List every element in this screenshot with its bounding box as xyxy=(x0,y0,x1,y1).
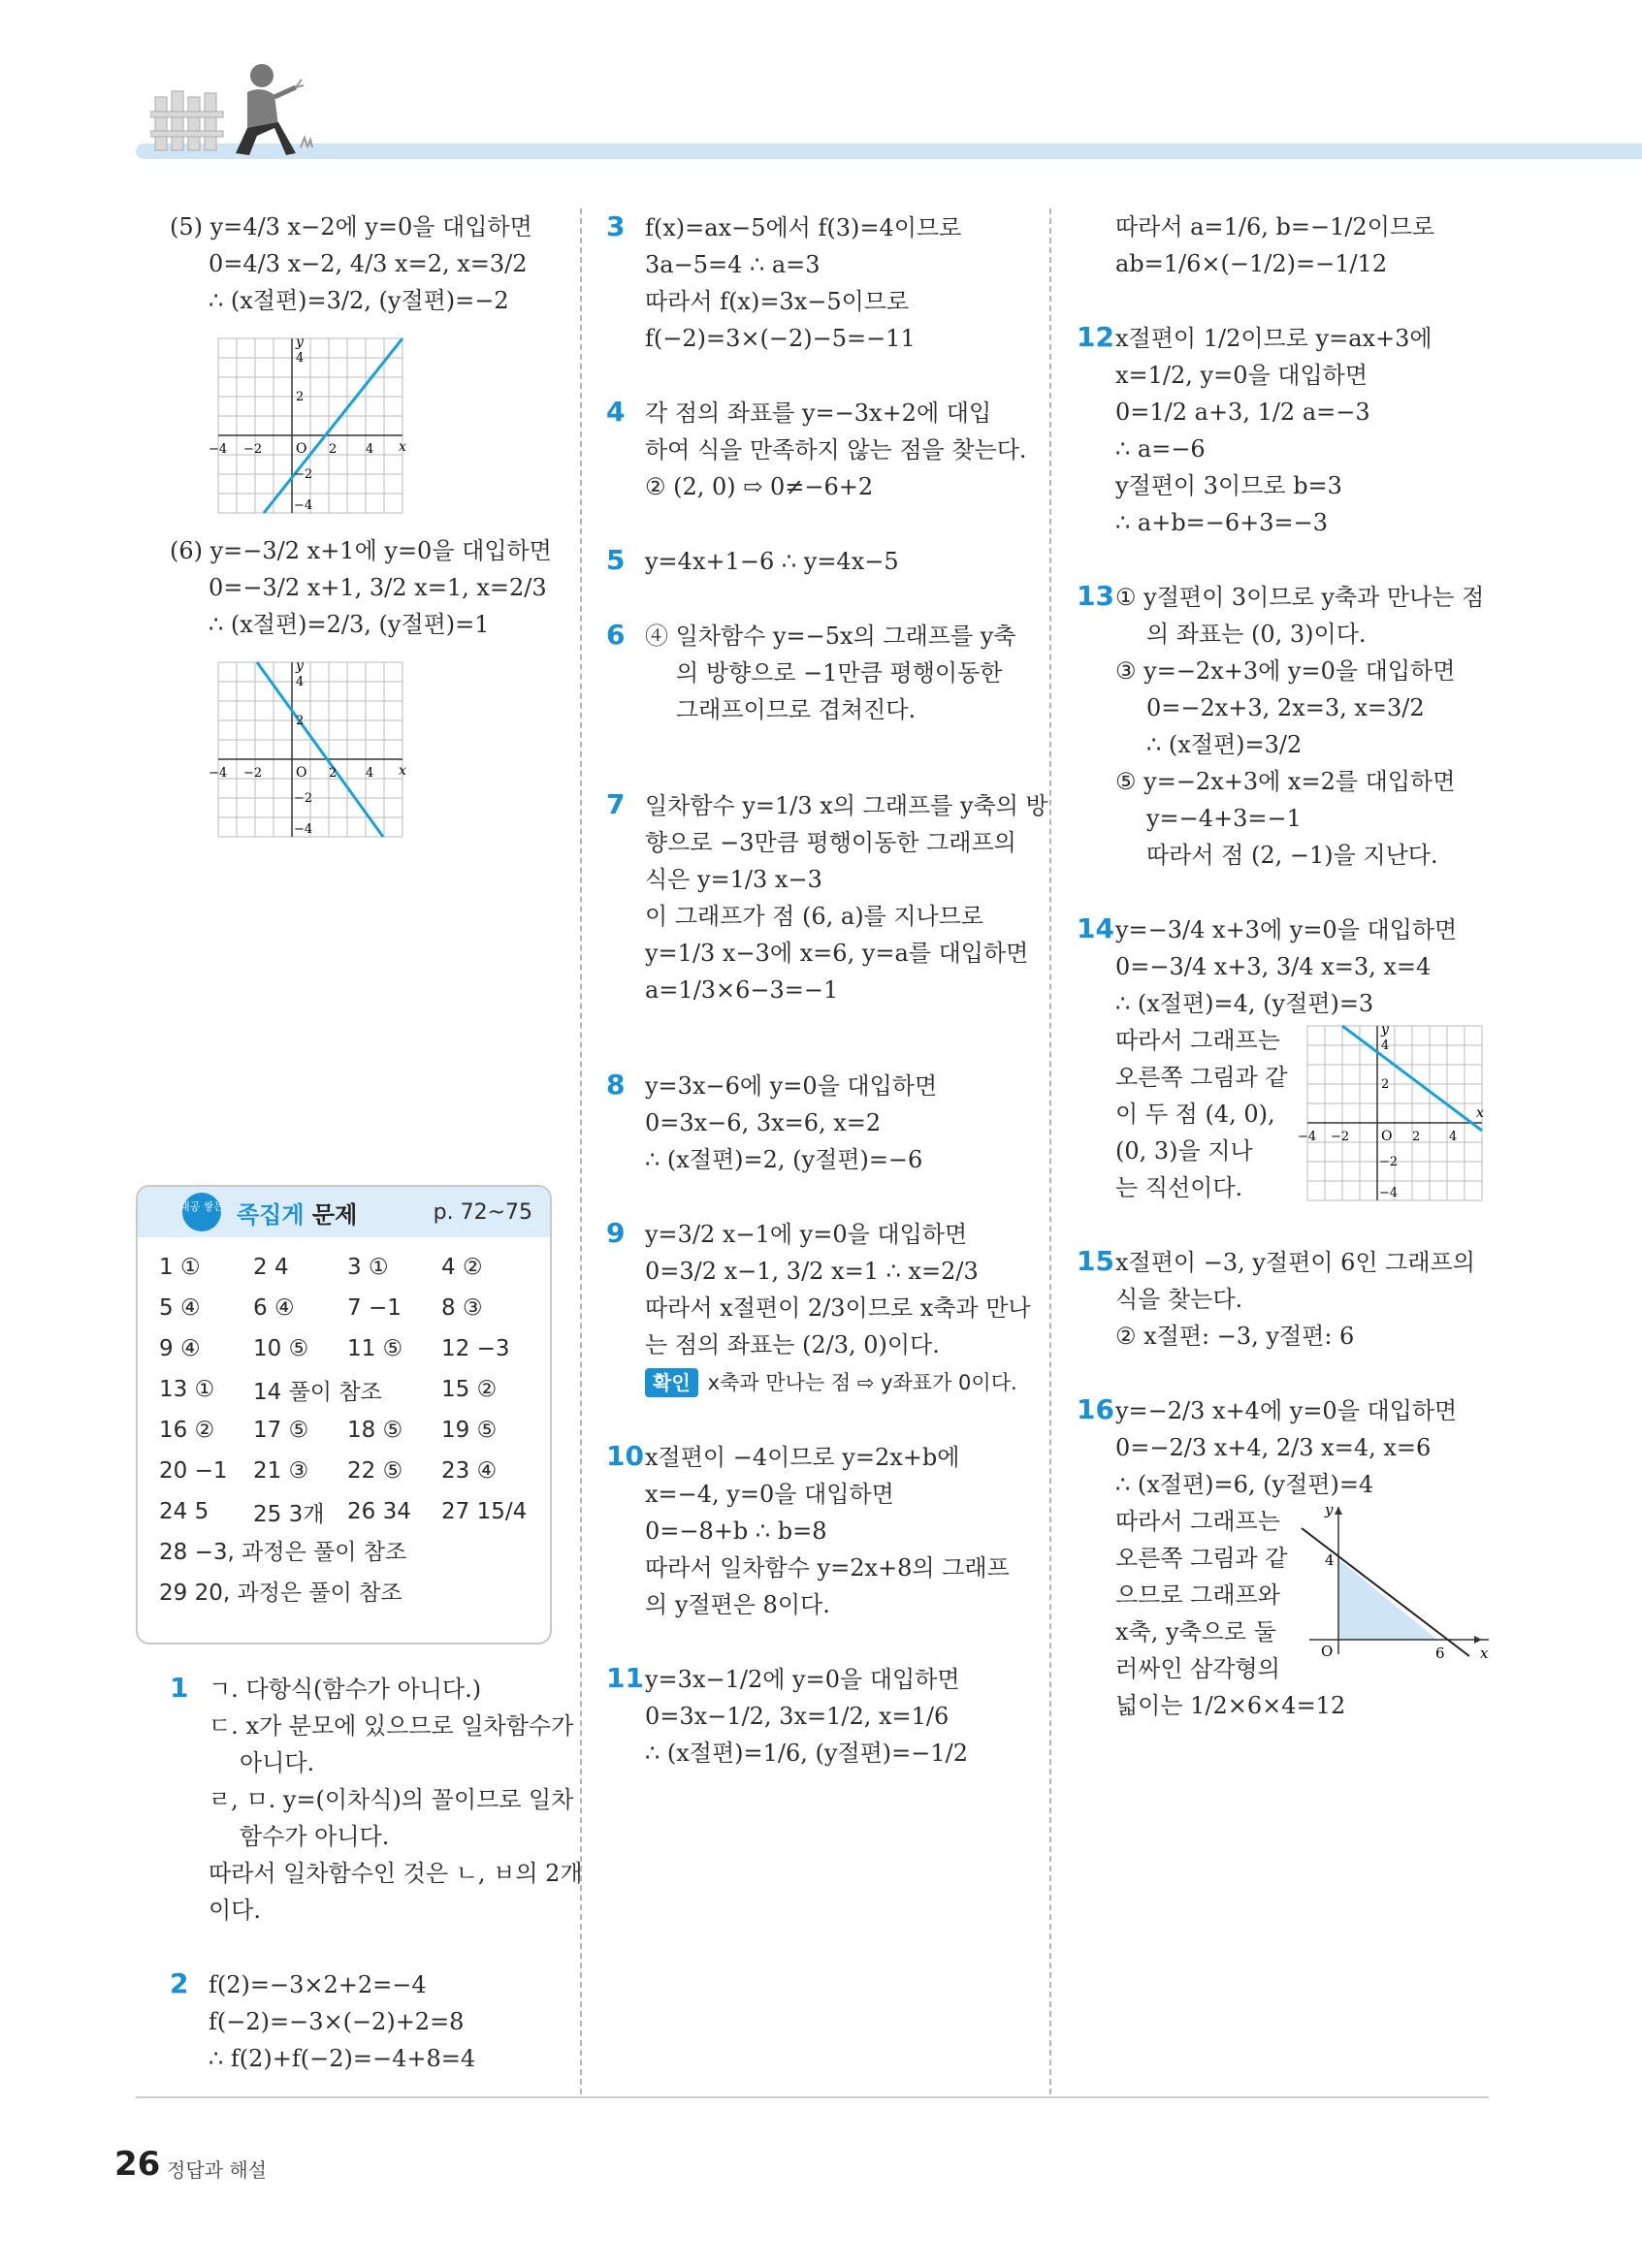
problem-number: 1 xyxy=(170,1672,189,1704)
text-line: 이 그래프가 점 (6, a)를 지나므로 xyxy=(645,903,984,930)
text-line: 0=4/3 x−2, 4/3 x=2, x=3/2 xyxy=(209,250,528,277)
answer-item: 22 ⑤ xyxy=(347,1458,403,1484)
text-line: 0=−3/2 x+1, 3/2 x=1, x=2/3 xyxy=(209,574,547,601)
tick-label: 4 xyxy=(366,766,374,781)
header-band xyxy=(136,144,1642,159)
answer-item: 25 3개 xyxy=(253,1501,325,1527)
text-line: ∴ a+b=−6+3=−3 xyxy=(1115,509,1329,536)
problem-14 xyxy=(1077,910,1503,1206)
tick-label: −2 xyxy=(243,766,263,781)
text-line: f(−2)=3×(−2)−5=−11 xyxy=(645,325,916,352)
text-line: y=3x−1/2에 y=0을 대입하면 xyxy=(645,1666,960,1693)
text-line: ∴ a=−6 xyxy=(1115,435,1206,463)
text-line: ∴ (x절편)=4, (y절편)=3 xyxy=(1115,990,1374,1017)
text-line: ① y절편이 3이므로 y축과 만나는 점 xyxy=(1115,584,1485,611)
y-axis-label: y xyxy=(1381,1022,1389,1038)
text-line: 러싸인 삼각형의 xyxy=(1115,1655,1280,1682)
text-line: 따라서 그래프는 xyxy=(1115,1027,1280,1054)
tick-label: −2 xyxy=(294,467,313,482)
x-axis-label: x xyxy=(399,763,406,779)
text-line: 는 직선이다. xyxy=(1115,1174,1243,1201)
problem-number: 5 xyxy=(606,544,626,576)
x-axis-label: x xyxy=(1476,1105,1484,1121)
text-line: 0=−2/3 x+4, 2/3 x=4, x=6 xyxy=(1115,1434,1432,1461)
text-line: ㄹ, ㅁ. y=(이차식)의 꼴이므로 일차 xyxy=(209,1786,574,1813)
text-line: (5) y=4/3 x−2에 y=0을 대입하면 xyxy=(170,213,532,240)
problem-1 xyxy=(170,1670,583,1929)
answer-item: 19 ⑤ xyxy=(441,1418,498,1443)
tick-label: −4 xyxy=(294,822,313,837)
text-line: x=1/2, y=0을 대입하면 xyxy=(1115,362,1368,389)
text-line: 0=3/2 x−1, 3/2 x=1 ∴ x=2/3 xyxy=(645,1258,979,1285)
tick-label: −2 xyxy=(294,791,313,806)
text-line: 의 y절편은 8이다. xyxy=(645,1591,830,1618)
text-line: (6) y=−3/2 x+1에 y=0을 대입하면 xyxy=(170,537,552,564)
tick-label: −4 xyxy=(209,442,228,457)
answer-item: 14 풀이 참조 xyxy=(253,1379,382,1405)
column-1 xyxy=(170,208,577,856)
text-line: ∴ (x절편)=6, (y절편)=4 xyxy=(1115,1471,1374,1498)
answer-summary-header xyxy=(138,1187,550,1237)
text-line: y=3x−6에 y=0을 대입하면 xyxy=(645,1072,938,1100)
text-line: 함수가 아니다. xyxy=(240,1823,390,1850)
answer-item: 24 5 xyxy=(159,1499,209,1524)
answer-row xyxy=(159,1328,538,1369)
answer-item: 1 ① xyxy=(159,1255,201,1280)
problem-12 xyxy=(1077,319,1503,541)
tick-label: 2 xyxy=(296,390,305,404)
text-line: 그래프이므로 겹쳐진다. xyxy=(676,696,917,723)
page-range: p. 72~75 xyxy=(433,1199,532,1225)
text-line: 따라서 점 (2, −1)을 지난다. xyxy=(1146,842,1438,869)
problem-15 xyxy=(1077,1243,1503,1355)
problem-number: 14 xyxy=(1077,912,1114,944)
axis-origin-label: O xyxy=(296,441,307,457)
text-line: ③ y=−2x+3에 y=0을 대입하면 xyxy=(1115,657,1456,685)
page-number: 26 xyxy=(114,2145,161,2184)
answer-item: 4 ② xyxy=(441,1255,483,1280)
answer-item: 2 4 xyxy=(253,1255,289,1280)
axis-origin-label: O xyxy=(1321,1643,1334,1660)
text-line: 식은 y=1/3 x−3 xyxy=(645,866,822,893)
problem-number: 2 xyxy=(170,1967,189,1999)
answer-grid xyxy=(138,1237,550,1613)
text-line: a=1/3×6−3=−1 xyxy=(645,976,839,1004)
axis-origin-label: O xyxy=(1381,1129,1393,1144)
text-line: x=−4, y=0을 대입하면 xyxy=(645,1481,894,1508)
gardener-illustration xyxy=(150,58,315,165)
text-line: 으므로 그래프와 xyxy=(1115,1581,1280,1609)
tick-label: −2 xyxy=(1379,1155,1399,1169)
text-line: 0=−2x+3, 2x=3, x=3/2 xyxy=(1146,694,1425,721)
text-line: f(2)=−3×2+2=−4 xyxy=(209,1971,427,1998)
text-line: 0=3x−6, 3x=6, x=2 xyxy=(645,1109,882,1136)
text-line: ab=1/6×(−1/2)=−1/12 xyxy=(1115,250,1388,277)
problem-number: 7 xyxy=(606,788,626,820)
answer-item: 17 ⑤ xyxy=(253,1418,309,1443)
tick-label: 2 xyxy=(329,442,338,457)
y-intercept-label: 4 xyxy=(1325,1551,1335,1569)
tick-label: −4 xyxy=(209,766,228,781)
answer-item: 13 ① xyxy=(159,1377,215,1402)
answer-item: 10 ⑤ xyxy=(253,1336,309,1361)
footer-rule xyxy=(136,2096,1489,2098)
problem-number: 12 xyxy=(1077,321,1114,353)
tick-label: 2 xyxy=(1412,1130,1421,1144)
answer-item: 20 −1 xyxy=(159,1458,228,1484)
text-line: 따라서 f(x)=3x−5이므로 xyxy=(645,288,910,315)
title-rest: 문제 xyxy=(304,1200,358,1229)
graph-part5 xyxy=(209,329,412,523)
problem-number: 16 xyxy=(1077,1393,1114,1425)
tick-label: 4 xyxy=(296,675,305,689)
axis-origin-label: O xyxy=(296,765,307,781)
problem-11 xyxy=(606,1660,1033,1772)
column-1-lower xyxy=(170,1670,583,2077)
title-highlight: 족집게 xyxy=(237,1200,305,1229)
tick-label: 4 xyxy=(1381,1038,1390,1053)
problem-13 xyxy=(1077,578,1503,874)
text-line: ∴ f(2)+f(−2)=−4+8=4 xyxy=(209,2045,476,2072)
tick-label: −4 xyxy=(1379,1186,1399,1200)
answer-row xyxy=(159,1369,538,1410)
text-line: x절편이 −3, y절편이 6인 그래프의 xyxy=(1115,1249,1475,1276)
problem-4 xyxy=(606,394,1033,505)
tick-label: −2 xyxy=(243,442,263,457)
text-line: y=−4+3=−1 xyxy=(1146,805,1302,832)
tick-label: 4 xyxy=(1449,1130,1458,1144)
text-line: 하여 식을 만족하지 않는 점을 찾는다. xyxy=(645,436,1027,463)
graph-part6 xyxy=(209,653,412,847)
text-line: 0=3x−1/2, 3x=1/2, x=1/6 xyxy=(645,1703,950,1730)
badge-label: 내공 쌓는 xyxy=(178,1200,225,1213)
problem-14-side xyxy=(1077,1022,1503,1206)
answer-item: 26 34 xyxy=(347,1499,411,1524)
problem-7 xyxy=(606,786,1048,1008)
answer-item: 9 ④ xyxy=(159,1336,201,1361)
answer-item: 28 −3, 과정은 풀이 참조 xyxy=(159,1540,407,1565)
text-line: ⑤ y=−2x+3에 x=2를 대입하면 xyxy=(1115,768,1456,795)
answer-item: 27 15/4 xyxy=(441,1499,528,1524)
badge-icon xyxy=(177,1191,227,1233)
answer-row xyxy=(159,1288,538,1328)
text-line: y=−3/4 x+3에 y=0을 대입하면 xyxy=(1115,916,1458,943)
problem-11-continued xyxy=(1077,208,1503,282)
text-line: f(−2)=−3×(−2)+2=8 xyxy=(209,2008,465,2035)
text-line: ㄱ. 다항식(함수가 아니다.) xyxy=(209,1676,482,1703)
text-line: 는 점의 좌표는 (2/3, 0)이다. xyxy=(645,1331,940,1358)
column-2 xyxy=(606,208,1048,1772)
column-3 xyxy=(1077,208,1503,1724)
text-line: 0=−3/4 x+3, 3/4 x=3, x=4 xyxy=(1115,953,1432,980)
text-line: 아니다. xyxy=(240,1749,315,1776)
tip-badge: 확인 xyxy=(645,1368,698,1397)
answer-item: 7 −1 xyxy=(347,1295,402,1321)
problem-16-side xyxy=(1077,1503,1503,1724)
tick-label: 4 xyxy=(366,442,374,457)
text-line: 식을 찾는다. xyxy=(1115,1286,1243,1313)
text-line: ∴ (x절편)=1/6, (y절편)=−1/2 xyxy=(645,1740,969,1767)
text-line: f(x)=ax−5에서 f(3)=4이므로 xyxy=(645,214,962,241)
text-line: x절편이 −4이므로 y=2x+b에 xyxy=(645,1444,960,1471)
problem-2 xyxy=(170,1965,577,2077)
problem-3 xyxy=(606,208,1033,357)
text-line: (0, 3)을 지나 xyxy=(1115,1137,1253,1165)
text-line: 따라서 일차함수인 것은 ㄴ, ㅂ의 2개 xyxy=(209,1860,583,1887)
text-line: y=1/3 x−3에 x=6, y=a를 대입하면 xyxy=(645,940,1029,967)
problem-5 xyxy=(606,542,1033,580)
answer-item: 16 ② xyxy=(159,1418,215,1443)
text-line: ㄷ. x가 분모에 있으므로 일차함수가 xyxy=(209,1712,574,1740)
tick-label: −4 xyxy=(294,498,313,513)
footer-label: 정답과 해설 xyxy=(167,2158,267,2182)
text-line: ④ 일차함수 y=−5x의 그래프를 y축 xyxy=(645,623,1016,650)
problem-number: 3 xyxy=(606,210,626,242)
text-line: 따라서 x절편이 2/3이므로 x축과 만나 xyxy=(645,1294,1031,1322)
part-6 xyxy=(170,532,577,847)
problem-number: 10 xyxy=(606,1440,644,1472)
tick-label: 2 xyxy=(329,766,338,781)
text-line: ∴ (x절편)=2, (y절편)=−6 xyxy=(645,1146,923,1173)
answer-row xyxy=(159,1491,538,1532)
text-line: ∴ (x절편)=3/2 xyxy=(1146,731,1303,758)
answer-item: 18 ⑤ xyxy=(347,1418,403,1443)
text-line: ② (2, 0) ⇨ 0≠−6+2 xyxy=(645,473,874,500)
text-line: 의 좌표는 (0, 3)이다. xyxy=(1146,621,1367,648)
answer-item: 12 −3 xyxy=(441,1336,510,1361)
text-line: 이다. xyxy=(209,1897,261,1924)
problem-10 xyxy=(606,1438,1033,1623)
answer-item: 3 ① xyxy=(347,1255,389,1280)
tick-label: 4 xyxy=(296,351,305,366)
tick-label: −2 xyxy=(1331,1130,1350,1144)
text-line: 의 방향으로 −1만큼 평행이동한 xyxy=(676,659,1003,687)
answer-item: 5 ④ xyxy=(159,1295,201,1321)
problem-16 xyxy=(1077,1391,1503,1724)
x-axis-label: x xyxy=(399,439,406,455)
y-axis-label: y xyxy=(1325,1501,1334,1518)
tip-line xyxy=(606,1363,1033,1401)
text-line: ∴ (x절편)=2/3, (y절편)=1 xyxy=(209,611,490,638)
answer-row xyxy=(159,1451,538,1491)
answer-row xyxy=(159,1410,538,1451)
tick-label: 2 xyxy=(296,714,305,728)
text-line: ② x절편: −3, y절편: 6 xyxy=(1115,1323,1355,1350)
text-line: 일차함수 y=1/3 x의 그래프를 y축의 방 xyxy=(645,792,1048,819)
text-line: 따라서 그래프는 xyxy=(1115,1508,1280,1535)
problem-number: 15 xyxy=(1077,1245,1114,1277)
answer-summary-box xyxy=(136,1185,552,1645)
text-line: 오른쪽 그림과 같 xyxy=(1115,1545,1288,1572)
answer-item: 8 ③ xyxy=(441,1295,483,1321)
answer-item: 21 ③ xyxy=(253,1458,309,1484)
answer-item: 11 ⑤ xyxy=(347,1336,403,1361)
problem-6 xyxy=(606,617,1033,728)
text-line: 향으로 −3만큼 평행이동한 그래프의 xyxy=(645,829,1016,856)
text-line: 넓이는 1/2×6×4=12 xyxy=(1115,1692,1346,1719)
x-axis-label: x xyxy=(1480,1645,1489,1662)
text-line: y절편이 3이므로 b=3 xyxy=(1115,472,1342,499)
problem-number: 6 xyxy=(606,619,626,651)
text-line: x절편이 1/2이므로 y=ax+3에 xyxy=(1115,325,1433,352)
text-line: y=−2/3 x+4에 y=0을 대입하면 xyxy=(1115,1397,1458,1424)
problem-number: 13 xyxy=(1077,580,1114,612)
text-line: y=3/2 x−1에 y=0을 대입하면 xyxy=(645,1221,968,1248)
answer-row xyxy=(159,1247,538,1288)
column-divider-2 xyxy=(1049,208,1051,2094)
tip-text: x축과 만나는 점 ⇨ y좌표가 0이다. xyxy=(707,1371,1017,1394)
problem-8 xyxy=(606,1067,1033,1178)
text-line: 0=−8+b ∴ b=8 xyxy=(645,1517,827,1545)
answer-item: 23 ④ xyxy=(441,1458,498,1484)
text-line: y=4x+1−6 ∴ y=4x−5 xyxy=(645,548,899,575)
y-axis-label: y xyxy=(296,658,304,674)
answer-item: 29 20, 과정은 풀이 참조 xyxy=(159,1581,402,1606)
x-intercept-label: 6 xyxy=(1435,1645,1445,1662)
text-line: 오른쪽 그림과 같 xyxy=(1115,1064,1288,1091)
tick-label: −4 xyxy=(1298,1130,1317,1144)
text-line: 따라서 일차함수 y=2x+8의 그래프 xyxy=(645,1554,1010,1581)
text-line: 따라서 a=1/6, b=−1/2이므로 xyxy=(1115,213,1435,240)
answer-item: 6 ④ xyxy=(253,1295,295,1321)
graph-problem16 xyxy=(1300,1499,1494,1664)
text-line: x축, y축으로 둘 xyxy=(1115,1618,1276,1645)
answer-item: 15 ② xyxy=(441,1377,498,1402)
text-line: 이 두 점 (4, 0), xyxy=(1115,1101,1275,1128)
tick-label: 2 xyxy=(1381,1077,1390,1092)
text-line: 각 점의 좌표를 y=−3x+2에 대입 xyxy=(645,399,992,427)
column-divider-1 xyxy=(580,208,582,2094)
text-line: ∴ (x절편)=3/2, (y절편)=−2 xyxy=(209,287,509,314)
problem-number: 8 xyxy=(606,1069,626,1101)
answer-summary-title xyxy=(237,1196,357,1230)
part-5 xyxy=(170,208,577,523)
text-line: 3a−5=4 ∴ a=3 xyxy=(645,251,821,278)
text-line: 0=1/2 a+3, 1/2 a=−3 xyxy=(1115,399,1370,426)
problem-number: 9 xyxy=(606,1217,626,1249)
problem-number: 4 xyxy=(606,396,626,428)
y-axis-label: y xyxy=(296,335,304,350)
graph-problem14 xyxy=(1298,1016,1492,1210)
problem-number: 11 xyxy=(606,1662,644,1694)
problem-9 xyxy=(606,1215,1033,1401)
